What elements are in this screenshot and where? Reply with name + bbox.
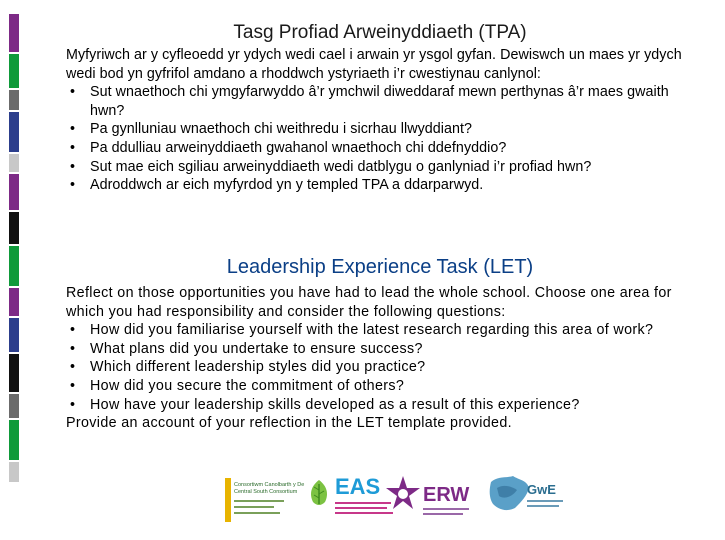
list-item: • Adroddwch ar eich myfyrdod yn y templed TPA a ddarparwyd. xyxy=(70,177,484,194)
csc-logo-line2: Central South Consortium xyxy=(234,489,298,495)
bullet: • xyxy=(70,322,76,339)
english-outro: Provide an account of your reflection in the LET template provided. xyxy=(66,415,512,432)
eas-leaf-icon xyxy=(307,478,331,508)
gwe-logo xyxy=(487,474,567,526)
bullet: • xyxy=(70,158,76,175)
bullet: • xyxy=(70,377,76,394)
sidebar-bar xyxy=(9,394,19,418)
bullet: • xyxy=(70,359,76,376)
sidebar-bar xyxy=(9,318,19,352)
gwe-logo-name: GwE xyxy=(527,482,556,497)
sidebar-bar xyxy=(9,288,19,316)
sidebar-bar xyxy=(9,14,19,52)
list-item: • Pa gynlluniau wnaethoch chi weithredu i sicrhau llwyddiant? xyxy=(70,121,473,138)
bullet: • xyxy=(70,121,76,138)
decorative-sidebar xyxy=(0,0,44,540)
list-item: • How did you secure the commitment of others? xyxy=(70,377,405,394)
sidebar-bar xyxy=(9,212,19,244)
sidebar-bar xyxy=(9,174,19,210)
list-item: • How have your leadership skills developed as a result of this experience? xyxy=(70,396,580,413)
sidebar-bar xyxy=(9,354,19,392)
sidebar-bar xyxy=(9,90,19,110)
sidebar-bar xyxy=(9,246,19,286)
list-item: • Sut mae eich sgiliau arweinyddiaeth wedi datblygu o ganlyniad i’r profiad hwn? xyxy=(70,158,592,175)
welsh-section xyxy=(66,46,696,195)
bullet: • xyxy=(70,177,76,194)
english-section xyxy=(66,284,696,433)
list-item: • Pa ddulliau arweinyddiaeth gwahanol wnaethoch chi ddefnyddio? xyxy=(70,139,507,156)
sidebar-bar xyxy=(9,54,19,88)
bullet: • xyxy=(70,396,76,413)
consortium-logos xyxy=(225,470,725,530)
list-item: • Sut wnaethoch chi ymgyfarwyddo â’r ymchwil diweddaraf mewn perthynas â’r maes gwaith hwn? xyxy=(70,84,669,119)
welsh-question-list xyxy=(66,83,696,195)
sidebar-bar xyxy=(9,112,19,152)
list-item: • How did you familiarise yourself with the latest research regarding this area of work? xyxy=(70,322,654,339)
bullet: • xyxy=(70,84,76,101)
english-question-list xyxy=(66,321,696,414)
erw-star-icon xyxy=(383,474,423,514)
erw-logo-name: ERW xyxy=(423,484,470,506)
sidebar-bar xyxy=(9,420,19,460)
bullet: • xyxy=(70,340,76,357)
gwe-map-icon xyxy=(487,474,531,514)
erw-logo xyxy=(383,472,483,526)
sidebar-bar xyxy=(9,462,19,482)
welsh-title: Tasg Profiad Arweinyddiaeth (TPA) xyxy=(233,22,527,43)
list-item: • Which different leadership styles did you practice? xyxy=(70,359,426,376)
sidebar-bar xyxy=(9,154,19,172)
csc-logo xyxy=(225,478,305,522)
welsh-intro: Myfyriwch ar y cyfleoedd yr ydych wedi cael i arwain yr ysgol gyfan. Dewiswch un maes yr ydych wedi bod yn gyfrifol amdano a rhoddwch ystyriaeth i’r cwestiynau canlynol: xyxy=(66,47,682,82)
english-title: Leadership Experience Task (LET) xyxy=(226,256,534,278)
list-item: • What plans did you undertake to ensure success? xyxy=(70,340,423,357)
bullet: • xyxy=(70,139,76,156)
english-intro: Reflect on those opportunities you have had to lead the whole school. Choose one area for which you had responsibility and consider the following questions: xyxy=(66,285,672,320)
csc-logo-line1: Consortiwm Canolbarth y De xyxy=(234,482,305,488)
eas-logo-name: EAS xyxy=(335,474,381,499)
